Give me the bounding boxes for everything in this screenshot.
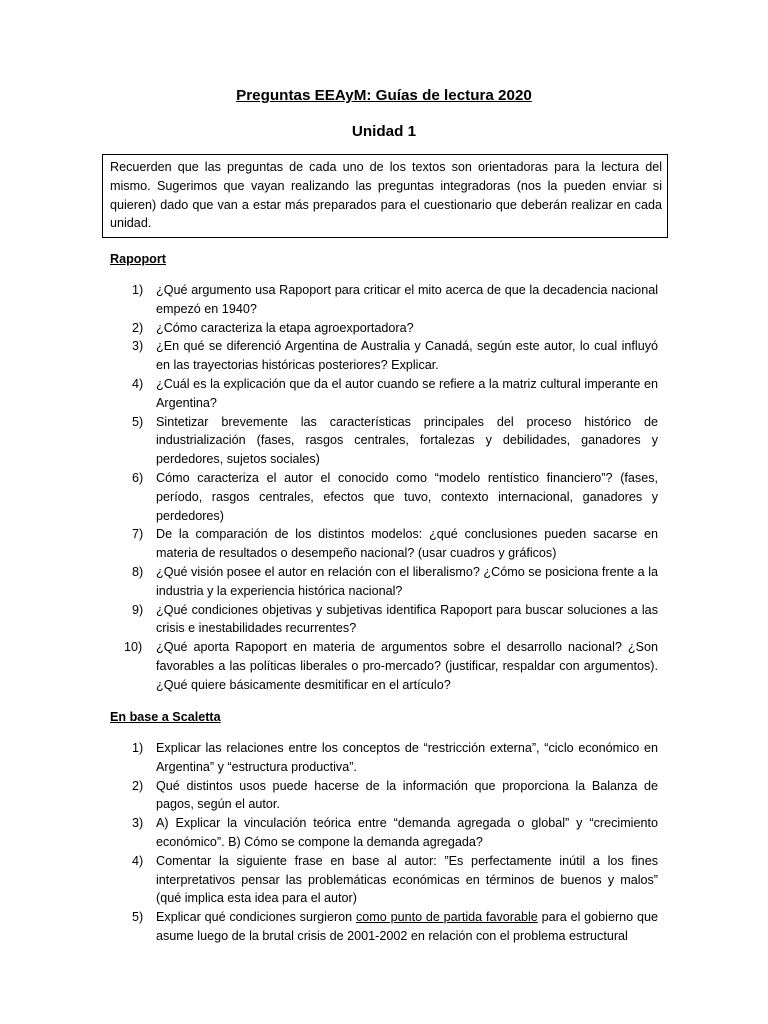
question-text: ¿En qué se diferenció Argentina de Australia y Canadá, según este autor, lo cual influyó en las trayectorias históricas posteriores? Explicar. xyxy=(156,339,658,373)
question-item xyxy=(110,319,658,338)
question-number: 4) xyxy=(132,853,144,868)
section-heading-scaletta: En base a Scaletta xyxy=(110,710,221,724)
question-number: 3) xyxy=(132,339,144,354)
question-list-scaletta xyxy=(110,739,658,946)
question-text: Sintetizar brevemente las características principales del proceso histórico de industrialización (fases, rasgos centrales, fortalezas y debilidades, ganadores y perdedores, sujetos sociales) xyxy=(156,414,658,467)
question-number: 8) xyxy=(132,564,144,579)
question-text: ¿Qué visión posee el autor en relación con el liberalismo? ¿Cómo se posiciona frente a la industria y la experiencia histórica nacional? xyxy=(156,564,658,598)
question-text-after: para el gobierno que asume luego de la brutal crisis de 2001-2002 en relación con el problema estructural xyxy=(156,910,658,943)
question-item xyxy=(110,908,658,946)
question-item xyxy=(110,525,658,563)
question-item xyxy=(110,777,658,815)
question-text: ¿Qué aporta Rapoport en materia de argumentos sobre el desarrollo nacional? ¿Son favorables a las políticas liberales o pro-mercado? (justificar, respaldar con argumentos). ¿Qué quiere básicamente desmitificar en el artículo? xyxy=(156,640,658,692)
question-item xyxy=(110,337,658,375)
question-item xyxy=(110,814,658,852)
question-item xyxy=(110,563,658,601)
question-text: Cómo caracteriza el autor el conocido como “modelo rentístico financiero”? (fases, período, rasgos centrales, efectos que tuvo, contexto internacional, ganadores y perdedores) xyxy=(156,470,658,523)
notice-box: Recuerden que las preguntas de cada uno de los textos son orientadoras para la lectura del mismo. Sugerimos que vayan realizando las preguntas integradoras (nos la pueden enviar si quieren) dado que van a estar más preparados para el cuestionario que deberán realizar en cada unidad. xyxy=(102,154,668,238)
question-item xyxy=(110,638,658,694)
question-item xyxy=(110,469,658,525)
question-list-rapoport xyxy=(110,281,658,695)
question-number: 10) xyxy=(124,640,143,655)
question-text: ¿Cuál es la explicación que da el autor cuando se refiere a la matriz cultural imperante en Argentina? xyxy=(156,376,658,410)
question-item xyxy=(110,852,658,908)
question-number: 2) xyxy=(132,778,144,793)
question-item xyxy=(110,601,658,639)
question-item xyxy=(110,739,658,777)
question-number: 1) xyxy=(132,741,144,755)
question-number: 3) xyxy=(132,816,144,831)
question-number: 4) xyxy=(132,376,144,391)
question-text: A) Explicar la vinculación teórica entre “demanda agregada o global” y “crecimiento económico”. B) Cómo se compone la demanda agregada? xyxy=(156,816,658,849)
underlined-phrase: como punto de partida favorable xyxy=(355,910,538,925)
question-item xyxy=(110,375,658,413)
question-text: De la comparación de los distintos modelos: ¿qué conclusiones pueden sacarse en materia de resultados o desempeño nacional? (usar cuadros y gráficos) xyxy=(156,527,658,561)
question-item xyxy=(110,413,658,469)
question-item xyxy=(110,281,658,319)
question-text: ¿Qué condiciones objetivas y subjetivas identifica Rapoport para buscar soluciones a las crisis e inestabilidades recurrentes? xyxy=(156,602,658,636)
question-text: ¿Qué argumento usa Rapoport para criticar el mito acerca de que la decadencia nacional empezó en 1940? xyxy=(156,283,658,316)
question-number: 9) xyxy=(132,602,144,617)
section-heading-rapoport: Rapoport xyxy=(110,252,166,266)
question-text: ¿Cómo caracteriza la etapa agroexportadora? xyxy=(156,320,414,335)
question-text: Qué distintos usos puede hacerse de la información que proporciona la Balanza de pagos, según el autor. xyxy=(156,778,658,812)
question-text xyxy=(156,910,658,943)
question-number: 1) xyxy=(132,283,144,297)
question-number: 2) xyxy=(132,320,144,335)
question-text-before: Explicar qué condiciones surgieron xyxy=(156,910,356,925)
document-title: Preguntas EEAyM: Guías de lectura 2020 xyxy=(236,87,532,104)
question-number: 6) xyxy=(132,470,144,485)
unit-heading: Unidad 1 xyxy=(351,123,417,140)
question-text: Explicar las relaciones entre los conceptos de “restricción externa”, “ciclo económico en Argentina” y “estructura productiva”. xyxy=(156,741,658,774)
question-number: 5) xyxy=(132,414,144,429)
question-number: 5) xyxy=(132,910,144,925)
question-number: 7) xyxy=(132,527,144,542)
question-text: Comentar la siguiente frase en base al autor: ”Es perfectamente inútil a los fines interpretativos pensar las problemáticas económicas en términos de buenos y malos” (qué implica esta idea para el autor) xyxy=(156,853,658,906)
